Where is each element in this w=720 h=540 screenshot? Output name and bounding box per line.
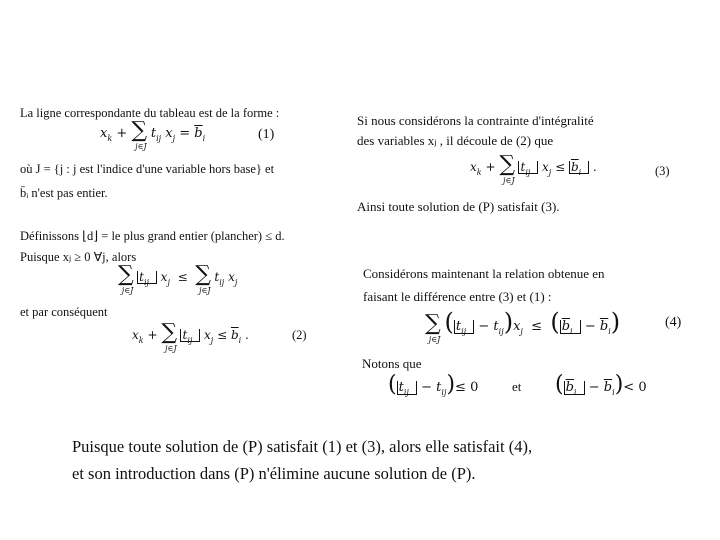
equation-4-number: (4) bbox=[665, 315, 682, 330]
note-inequality-t: ( $t_{ij} - t_{ij})\le 0$ bbox=[388, 372, 479, 397]
conclusion-line-2: et son introduction dans (P) n'élimine aucune solution de (P). bbox=[72, 464, 476, 483]
consequently-text: et par conséquent bbox=[20, 305, 108, 319]
integrality-text-line-2: des variables xⱼ , il découle de (2) que bbox=[357, 133, 554, 148]
note-inequality-b: ( $\overline{b}_i - \overline{b}_i)< 0$ bbox=[555, 372, 647, 397]
note-that-text: Notons que bbox=[362, 356, 422, 371]
equation-1: $x_k + \sum_{j\in J}$ $t_{ij}$ $x_j = \overline{b}_i$ bbox=[100, 118, 206, 151]
floor-definition: Définissons ⌊d⌋ = le plus grand entier (plancher) ≤ d. bbox=[20, 229, 285, 243]
nonnegativity-text: Puisque xⱼ ≥ 0 ∀j, alors bbox=[20, 250, 137, 264]
equation-2: $x_k + \sum_{j\in J}$ $t_{ij}$ $x_j \le \overline{b}_i$ . bbox=[132, 320, 249, 353]
equation-3: $x_k + \sum_{j\in J}$ $t_{ij}$ $x_j \le \overline{b}_i$ . bbox=[470, 152, 597, 185]
intro-text: La ligne correspondante du tableau est de la forme : bbox=[20, 106, 280, 120]
floor-inequality: $\sum_{j\in J}$ $t_{ij}$ $x_j \le \sum_{j\in J}$ $t_{ij}$ $x_j$ bbox=[118, 262, 238, 295]
bi-not-integer-text: b̄ᵢ n'est pas entier. bbox=[20, 186, 108, 200]
thus-every-solution-text: Ainsi toute solution de (P) satisfait (3). bbox=[357, 199, 560, 214]
equation-3-number: (3) bbox=[655, 164, 670, 178]
equation-2-number: (2) bbox=[292, 328, 307, 342]
and-word: et bbox=[512, 379, 522, 394]
conclusion-line-1: Puisque toute solution de (P) satisfait (1) et (3), alors elle satisfait (4), bbox=[72, 437, 533, 456]
equation-1-number: (1) bbox=[258, 127, 275, 142]
equation-4: $\sum_{j\in J}$ ( $t_{ij} - t_{ij})x_j$ ≤ ( $\overline{b}_i - \overline{b}_i$) bbox=[425, 308, 621, 344]
relation-text-line-1: Considérons maintenant la relation obtenue en bbox=[363, 266, 605, 281]
integrality-text-line-1: Si nous considérons la contrainte d'intégralité bbox=[357, 113, 594, 128]
relation-text-line-2: faisant le différence entre (3) et (1) : bbox=[363, 289, 552, 304]
set-J-definition: où J = {j : j est l'indice d'une variable hors base} et bbox=[20, 162, 275, 176]
